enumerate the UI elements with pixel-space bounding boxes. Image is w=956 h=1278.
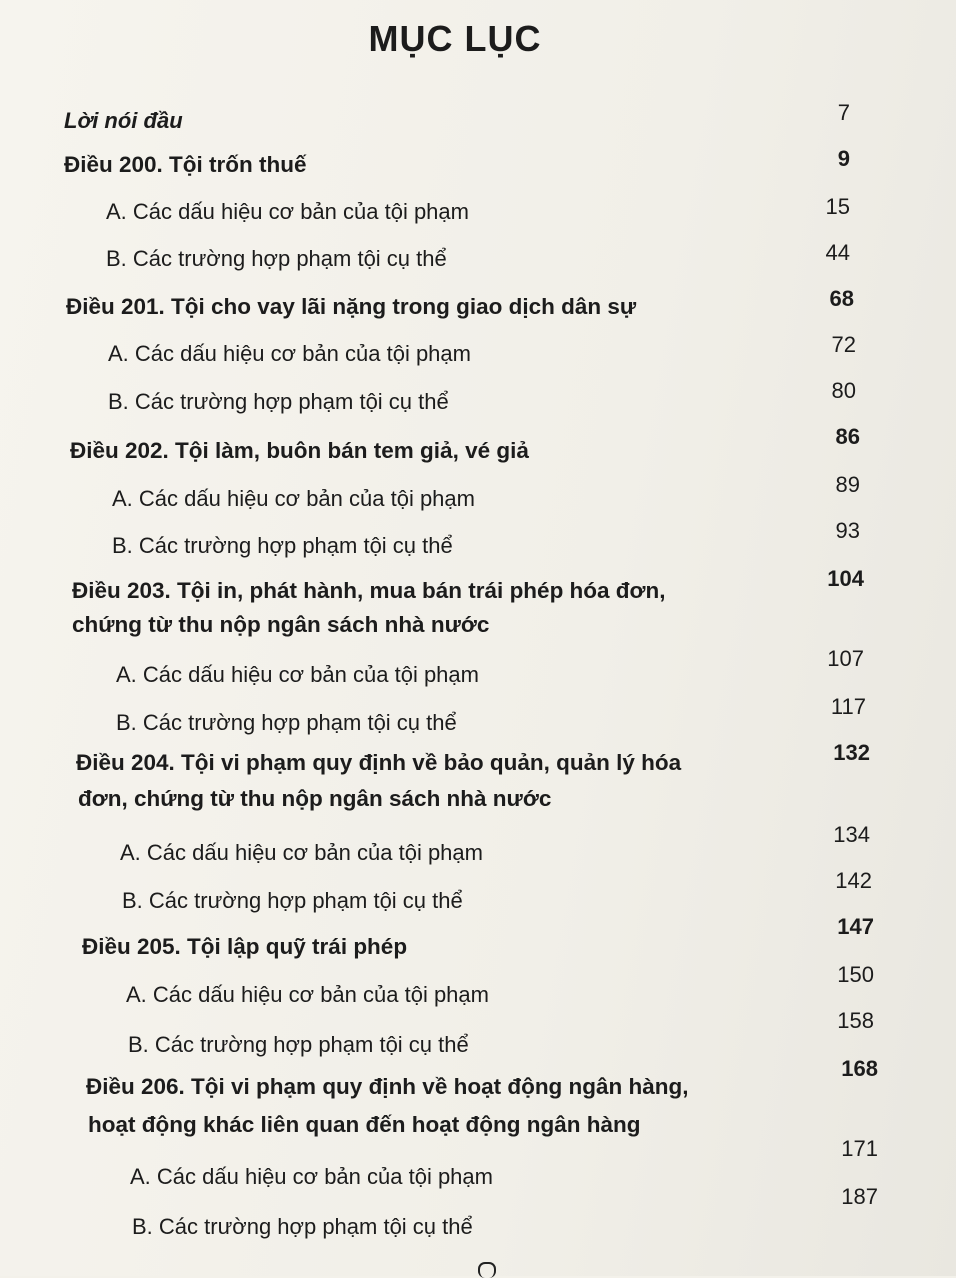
toc-page-section-b: 93 bbox=[835, 518, 860, 543]
toc-page-article-206: 168 bbox=[841, 1056, 878, 1081]
toc-page-section-a: 171 bbox=[841, 1136, 878, 1161]
toc-entry-section-b: B. Các trường hợp phạm tội cụ thể bbox=[128, 1032, 469, 1057]
toc-page-section-b: 158 bbox=[837, 1008, 874, 1033]
toc-entry-article-200: Điều 200. Tội trốn thuế bbox=[64, 152, 307, 177]
toc-page-section-a: 150 bbox=[837, 962, 874, 987]
toc-page-article-201: 68 bbox=[829, 286, 854, 311]
toc-page-article-205: 147 bbox=[837, 914, 874, 939]
toc-entry-article-206: Điều 206. Tội vi phạm quy định về hoạt động ngân hàng, bbox=[86, 1074, 689, 1099]
toc-entry-section-a: A. Các dấu hiệu cơ bản của tội phạm bbox=[116, 662, 479, 687]
toc-page-section-b: 117 bbox=[830, 694, 866, 719]
toc-entry-article-204: Điều 204. Tội vi phạm quy định về bảo quản, quản lý hóa bbox=[76, 750, 682, 775]
toc-page-article-202: 86 bbox=[835, 424, 860, 449]
toc-page-article-200: 9 bbox=[837, 146, 850, 171]
toc-page-section-a: 89 bbox=[835, 472, 860, 497]
toc-entry-section-b: B. Các trường hợp phạm tội cụ thể bbox=[122, 888, 463, 913]
toc-entry-section-b: B. Các trường hợp phạm tội cụ thể bbox=[106, 246, 447, 271]
toc-page-article-204: 132 bbox=[833, 740, 870, 765]
toc-entry-article-203: Điều 203. Tội in, phát hành, mua bán trái phép hóa đơn, bbox=[72, 578, 666, 603]
page-title: MỤC LỤC bbox=[368, 18, 542, 59]
toc-entry-article-206-line2: hoạt động khác liên quan đến hoạt động ngân hàng bbox=[88, 1112, 641, 1137]
toc-entry-section-a: A. Các dấu hiệu cơ bản của tội phạm bbox=[126, 982, 489, 1007]
toc-entry-article-205: Điều 205. Tội lập quỹ trái phép bbox=[82, 934, 408, 959]
toc-entry-section-a: A. Các dấu hiệu cơ bản của tội phạm bbox=[108, 341, 471, 366]
toc-entry-section-a: A. Các dấu hiệu cơ bản của tội phạm bbox=[120, 840, 483, 865]
toc-page-preface: 7 bbox=[837, 100, 850, 125]
toc-page-section-b: 142 bbox=[835, 868, 872, 893]
toc-entry-article-201: Điều 201. Tội cho vay lãi nặng trong giao dịch dân sự bbox=[66, 294, 637, 319]
toc-entry-section-b: B. Các trường hợp phạm tội cụ thể bbox=[112, 533, 453, 558]
toc-page-section-a: 72 bbox=[831, 332, 856, 357]
toc-page-section-b: 187 bbox=[841, 1184, 878, 1209]
toc-entry-preface: Lời nói đầu bbox=[64, 108, 183, 133]
toc-entry-section-b: B. Các trường hợp phạm tội cụ thể bbox=[108, 389, 449, 414]
toc-page-section-a: 15 bbox=[825, 194, 850, 219]
toc-entry-section-a: A. Các dấu hiệu cơ bản của tội phạm bbox=[112, 486, 475, 511]
toc-entry-section-b: B. Các trường hợp phạm tội cụ thể bbox=[116, 710, 457, 735]
toc-page-section-b: 44 bbox=[825, 240, 850, 265]
toc-entry-article-204-line2: đơn, chứng từ thu nộp ngân sách nhà nước bbox=[78, 786, 552, 811]
toc-page-section-a: 107 bbox=[827, 646, 864, 671]
toc-page-section-b: 80 bbox=[831, 378, 856, 403]
toc-entry-section-b: B. Các trường hợp phạm tội cụ thể bbox=[132, 1214, 473, 1239]
toc-page-article-203: 104 bbox=[827, 566, 864, 591]
toc-entry-section-a: A. Các dấu hiệu cơ bản của tội phạm bbox=[106, 199, 469, 224]
toc-entry-section-a: A. Các dấu hiệu cơ bản của tội phạm bbox=[130, 1164, 493, 1189]
toc-page-section-a: 134 bbox=[833, 822, 870, 847]
toc-entry-article-202: Điều 202. Tội làm, buôn bán tem giả, vé giả bbox=[70, 438, 529, 463]
toc-entry-article-203-line2: chứng từ thu nộp ngân sách nhà nước bbox=[72, 612, 490, 637]
